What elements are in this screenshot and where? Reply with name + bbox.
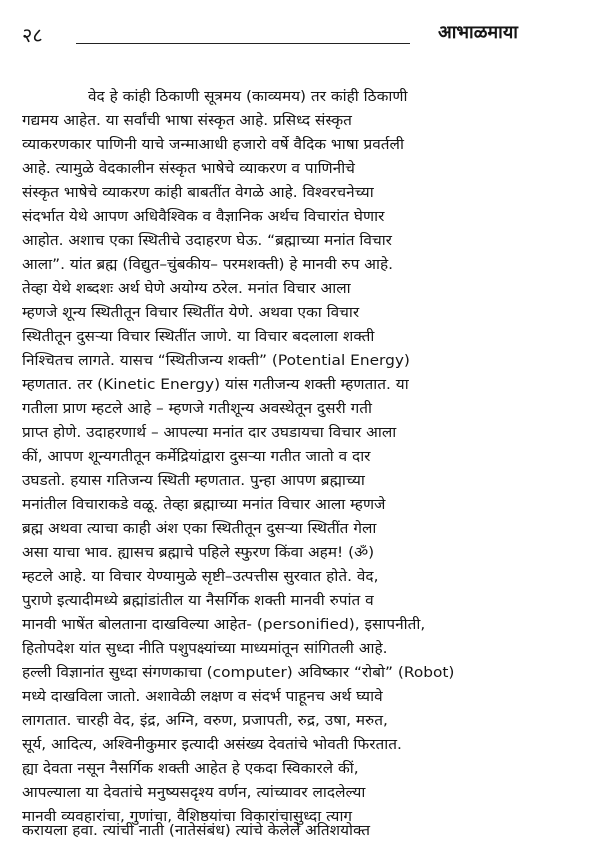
header-rule — [76, 43, 410, 44]
text-line: लागतात. चारही वेद, इंद्र, अग्नि, वरुण, प्रजापती, रुद्र, उषा, मरुत, — [22, 713, 388, 729]
text-line: गतीला प्राण म्हटले आहे – म्हणजे गतीशून्य अवस्थेतून दुसरी गती — [22, 401, 373, 417]
text-line: प्राप्त होणे. उदाहरणार्थ – आपल्या मनांत दार उघडायचा विचार आला — [22, 425, 397, 441]
text-line: मानवी व्यवहारांचा, गुणांचा, वैशिष्ठयांचा विकारांचासुध्दा त्याग — [22, 809, 353, 825]
text-line: असा याचा भाव. ह्यासच ब्रह्माचे पहिले स्फुरण किंवा अहम! (ॐ) — [22, 545, 375, 561]
text-line: ब्रह्म अथवा त्याचा काही अंश एका स्थितीतून दुसऱ्या स्थितींत गेला — [22, 521, 377, 537]
text-line: तेव्हा येथे शब्दशः अर्थ घेणे अयोग्य ठरेल. मनांत विचार आला — [22, 281, 351, 297]
text-line: म्हणतात. तर (Kinetic Energy) यांस गतीजन्य शक्ती म्हणतात. या — [22, 377, 409, 393]
running-title: आभाळमाया — [438, 22, 518, 43]
text-line: सूर्य, आदित्य, अश्विनीकुमार इत्यादी असंख्य देवतांचे भोवती फिरतात. — [22, 737, 402, 753]
text-line: मनांतील विचाराकडे वळू. तेव्हा ब्रह्माच्या मनांत विचार आला म्हणजे — [22, 497, 386, 513]
text-line: आला”. यांत ब्रह्म (विद्युत–चुंबकीय– परमशक्ती) हे मानवी रुप आहे. — [22, 257, 394, 273]
text-line: पुराणे इत्यादीमध्ये ब्रह्मांडांतील या नैसर्गिक शक्ती मानवी रुपांत व — [22, 593, 374, 609]
text-line: हल्ली विज्ञानांत सुध्दा संगणकाचा (computer) अविष्कार “रोबो” (Robot) — [22, 665, 455, 681]
text-line: आपल्याला या देवतांचे मनुष्यसदृश्य वर्णन, त्यांच्यावर लादलेल्या — [22, 785, 366, 801]
text-line: संस्कृत भाषेचे व्याकरण कांही बाबतींत वेगळे आहे. विश्वरचनेच्या — [22, 185, 374, 201]
text-line: व्याकरणकार पाणिनी याचे जन्माआधी हजारो वर्षे वैदिक भाषा प्रवर्तली — [22, 137, 404, 153]
text-line: गद्यमय आहेत. या सर्वांची भाषा संस्कृत आहे. प्रसिध्द संस्कृत — [22, 113, 352, 129]
text-line: संदर्भात येथे आपण अधिवैश्विक व वैज्ञानिक अर्थच विचारांत घेणार — [22, 209, 385, 225]
text-line: म्हणजे शून्य स्थितीतून विचार स्थितींत येणे. अथवा एका विचार — [22, 305, 360, 321]
page-number: २८ — [22, 23, 43, 47]
text-line: आहे. त्यामुळे वेदकालीन संस्कृत भाषेचे व्याकरण व पाणिनीचे — [22, 161, 355, 177]
text-line: म्हटले आहे. या विचार येण्यामुळे सृष्टी–उत्पत्तीस सुरवात होते. वेद, — [22, 569, 379, 585]
text-line: मध्ये दाखविला जातो. अशावेळी लक्षण व संदर्भ पाहूनच अर्थ घ्यावे — [22, 689, 383, 705]
text-line: निश्चितच लागते. यासच “स्थितीजन्य शक्ती” (Potential Energy) — [22, 353, 410, 369]
text-line: वेद हे कांही ठिकाणी सूत्रमय (काव्यमय) तर कांही ठिकाणी — [88, 89, 408, 105]
text-line: ह्या देवता नसून नैसर्गिक शक्ती आहेत हे एकदा स्विकारले कीं, — [22, 761, 359, 777]
text-line: कीं, आपण शून्यगतीतून कर्मेद्रियांद्वारा दुसऱ्या गतीत जातो व दार — [22, 449, 371, 465]
text-line: मानवी भाषेंत बोलताना दाखविल्या आहेत- (personified), इसापनीती, — [22, 617, 426, 633]
text-line: स्थितीतून दुसऱ्या विचार स्थितींत जाणे. या विचार बदलाला शक्ती — [22, 329, 375, 345]
text-line: हितोपदेश यांत सुध्दा नीति पशुपक्ष्यांच्या माध्यमांतून सांगितली आहे. — [22, 641, 388, 657]
text-line: आहोत. अशाच एका स्थितीचे उदाहरण घेऊ. “ब्रह्माच्या मनांत विचार — [22, 233, 392, 249]
text-line: उघडतो. हयास गतिजन्य स्थिती म्हणतात. पुन्हा आपण ब्रह्माच्या — [22, 473, 365, 489]
text-line: करायला हवा. त्यांची नाती (नातेसंबंध) त्यांचे केलेले अतिशयोक्त — [22, 823, 370, 839]
